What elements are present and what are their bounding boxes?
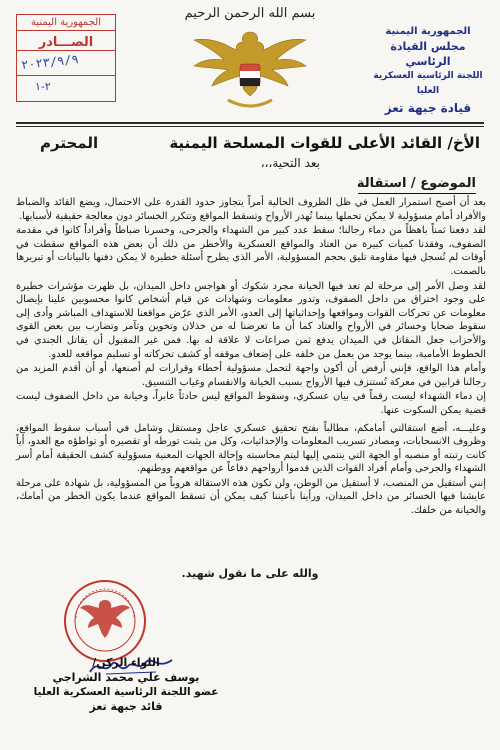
header-divider: [16, 122, 484, 124]
body-paragraph: وعليـــه، أضع استقالتي أمامكم، مطالباً بفتح تحقيق عسكري عاجل ومستقل وشامل في أسباب سقوط المواقع، وظروف الانسحابات، ومصادر تسريب المعلومات والإحداثيات، وكل من يثبت تورطه أو تقصيره أو تواطؤه مع العدو، أياً كانت رتبته أو منصبه أو الجهة التي ينتمي إليها ليتم محاسبته وإحالة الجهات المعنية مسؤولية كشف الحقيقة أمام أسر الشهداء والجرحى وأمام أفراد القوات الذين قدموا أرواحهم دفاعاً عن مواقعهم ووطنهم.: [16, 422, 486, 475]
eagle-emblem-icon: [188, 24, 312, 116]
letterhead-council: مجلس القيادة الرئاسي: [390, 40, 466, 68]
signatory-name: يوسف علي محمد الشراجي: [52, 671, 200, 684]
body-paragraph: لقد دفعنا ثمناً باهظاً من دماء رجالنا؛ سقط عدد كبير من الشهداء والجرحى، وخسرنا ضباطاً وأفراداً كانوا في مقدمة الصفوف، وفقدنا كميات كبيرة من العتاد والمواقع العسكرية والأخطر من ذلك أن بعض هذه المواقع سقطت في أوقات لم تُسجل فيها مقاومة تليق بحجم المسؤولية، الأمر الذي يطرح أسئلة خطيرة لا يمكن دفنها بالبيانات أو تبريرها بالصمت.: [16, 225, 486, 277]
stamp-date: ٢٠٢٣/٩/٩: [20, 52, 80, 72]
letter-body: [16, 196, 486, 519]
subject-line: الموضوع / استقالة: [356, 176, 476, 191]
body-paragraph: بعد أن أصبح استمرار العمل في ظل الظروف الحالية أمراً يتجاوز حدود القدرة على الاحتمال، ويضع القائد والضباط والأفراد أمام مسؤولية لا يمكن تحملها بينما تُهدر الأرواح وتسقط المواقع وتتكرر الخسائر دون معالجة حقيقية لأسبابها.: [16, 197, 486, 222]
addressee: الأخ/ القائد الأعلى للقوات المسلحة اليمنية: [169, 134, 480, 152]
letterhead-command: قيادة جبهة تعز: [384, 101, 472, 115]
letterhead-committee: اللجنة الرئاسية العسكرية العليا: [373, 71, 483, 96]
subject-underline: [358, 193, 476, 194]
signature-block: [16, 656, 236, 713]
stamp-label: الصـــادر: [17, 31, 115, 51]
stamp-number-row: [17, 76, 115, 98]
signatory-command: قائد جبهة تعز: [89, 700, 163, 713]
signatory-position: عضو اللجنة الرئاسية العسكرية العليا: [33, 686, 219, 698]
honorific: المحترم: [40, 134, 99, 152]
body-paragraph: وأمام هذا الواقع، فإنني أرفض أن أكون واجهة لتحمل مسؤولية أخطاء وقرارات لم أصنعها، أو أن أقدم المزيد من رجالنا قرابين في معركة تُستنزف فيها الأرواح بسبب الخيانة والانقسام وغياب التنسيق.: [16, 363, 486, 388]
signatory-rank: اللواء الركن/: [92, 656, 160, 669]
basmala: بسم الله الرحمن الرحيم: [184, 6, 316, 21]
body-paragraph: إنني أستقيل من المنصب، لا أستقيل من الوطن، ولن تكون هذه الاستقالة هروباً من المسؤولية، بل شهادة على مرحلة عايشنا فيها الخسائر من داخل الميدان، ورأينا بأعيننا كيف يمكن أن تسقط المواقع عندما يكون الخطر من أمامك، والخيانة من خلفك.: [16, 477, 486, 517]
header-divider-thin: [16, 126, 484, 127]
stamp-country: الجمهورية اليمنية: [17, 15, 115, 31]
letterhead-right: [368, 24, 488, 116]
greeting: بعد التحية،،،: [260, 156, 320, 170]
body-paragraph: إن دماء الشهداء ليست رقماً في بيان عسكري، وسقوط المواقع ليس حادثاً عابراً، وخيانة من داخل الصفوف ليست قضية يمكن السكوت عنها.: [16, 391, 486, 416]
stamp-number: ٢-١: [35, 80, 51, 93]
outgoing-stamp: [16, 14, 116, 102]
stamp-date-row: [17, 51, 115, 76]
closing-line: والله على ما نقول شهيد.: [181, 567, 319, 580]
letterhead-country: الجمهورية اليمنية: [385, 26, 471, 37]
body-paragraph: لقد وصل الأمر إلى مرحلة لم تعد فيها الخيانة مجرد شكوك أو هواجس داخل الميدان، بل ظهرت مؤشرات خطيرة على وجود اختراق من داخل الصفوف، وتدور معلومات وشهادات عن قيام أشخاص كانوا محسوبين علينا بإيصال معلومات عن تحركات القوات ومواقعها وإحداثياتها إلى العدو، الأمر الذي عرّض مواقعنا للاستهداف المباشر وأدى إلى سقوط ضحايا وخسائر في الأرواح والعتاد كما أن ما تعرضنا له من خذلان وتخوين وتآمر وتضارب بين بعض القوى والأحزاب جعل المقاتل في الميدان يدفع ثمن صراعات لا علاقة له بها. فمن غير المقبول أن يقاتل الجندي في الخطوط الأمامية، بينما يوجد من يعمل من خلفه على إضعاف موقفه أو كشف تحركاته أو تسليم مواقعه للعدو.: [16, 280, 486, 360]
